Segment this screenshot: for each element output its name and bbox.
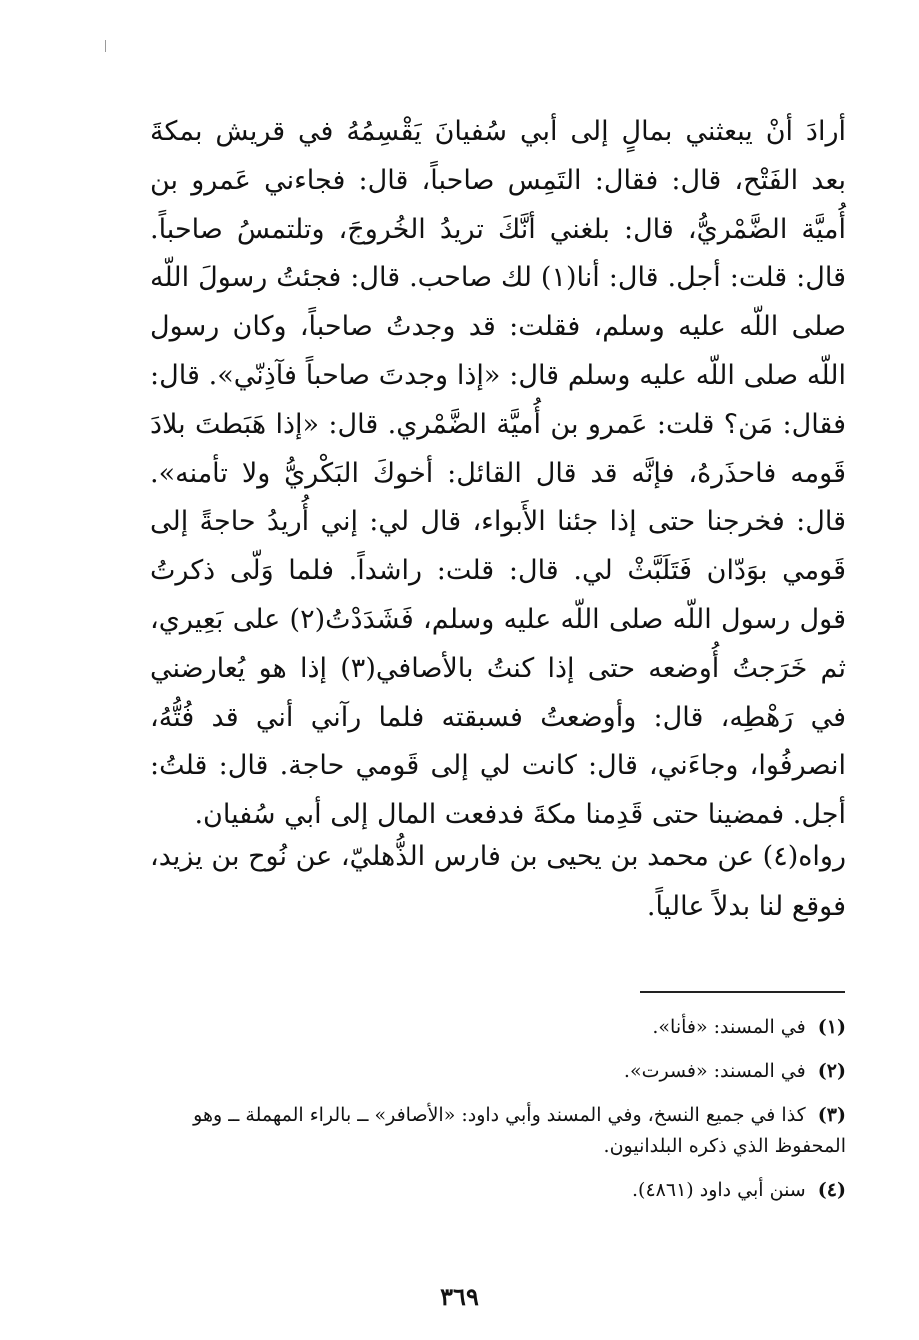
margin-mark bbox=[105, 40, 106, 52]
footnotes-list bbox=[150, 1012, 846, 1219]
narration-paragraph: رواه(٤) عن محمد بن يحيى بن فارس الذُّهليّ، عن نُوح بن يزيد، فوقع لنا بدلاً عالياً. bbox=[150, 841, 846, 922]
footnote-3 bbox=[150, 1100, 846, 1162]
footnote-2 bbox=[150, 1056, 846, 1087]
footnote-text: في المسند: «فسرت». bbox=[623, 1060, 806, 1082]
footnote-number: (٤) bbox=[817, 1179, 846, 1201]
footnote-text: في المسند: «فأنا». bbox=[652, 1016, 806, 1038]
footnote-text: كذا في جميع النسخ، وفي المسند وأبي داود: «الأصافر» ــ بالراء المهملة ــ وهو المحفوظ الذي ذكره البلدانيون. bbox=[193, 1104, 846, 1157]
footnote-1 bbox=[150, 1012, 846, 1043]
footnote-4 bbox=[150, 1175, 846, 1206]
footnote-number: (٢) bbox=[817, 1060, 846, 1082]
footnote-number: (١) bbox=[817, 1016, 846, 1038]
page-number: ٣٦٩ bbox=[440, 1282, 479, 1311]
main-paragraph: أرادَ أنْ يبعثني بمالٍ إلى أبي سُفيانَ يَقْسِمُهُ في قريش بمكةَ بعد الفَتْح، قال: فقال: التَمِس صاحباً، قال: فجاءني عَمرو بن أُميَّة الضَّمْريُّ، قال: بلغني أنَّكَ تريدُ الخُروجَ، وتلتمسُ صاحباً. قال: قلت: أجل. قال: أنا(١) لك صاحب. قال: فجئتُ رسولَ اللّه صلى اللّه عليه وسلم، فقلت: قد وجدتُ صاحباً، وكان رسول اللّه صلى اللّه عليه وسلم قال: «إذا وجدتَ صاحباً فآذِنّي». قال: فقال: مَن؟ قلت: عَمرو بن أُميَّة الضَّمْري. قال: «إذا هَبَطتَ بلادَ قَومه فاحذَرهُ، فإنَّه قد قال القائل: أخوكَ البَكْريُّ ولا تأمنه». قال: فخرجنا حتى إذا جئنا الأَبواء، قال لي: إني أُريدُ حاجةً إلى قَومي بوَدّان فَتَلَبَّثْ لي. قال: قلت: راشداً. فلما وَلّى ذكرتُ قول رسول اللّه صلى اللّه عليه وسلم، فَشَدَدْتُ(٢) على بَعِيري، ثم خَرَجتُ أُوضعه حتى إذا كنتُ بالأصافي(٣) إذا هو يُعارضني في رَهْطِه، قال: وأوضعتُ فسبقته فلما رآني أني قد فُتُّهُ، انصرفُوا، وجاءَني، قال: كانت لي إلى قَومي حاجة. قال: قلتُ: أجل. فمضينا حتى قَدِمنا مكةَ فدفعت المال إلى أبي سُفيان. bbox=[150, 116, 846, 831]
footnote-separator bbox=[640, 991, 845, 993]
footnote-text: سنن أبي داود (٤٨٦١). bbox=[632, 1179, 806, 1201]
footnote-number: (٣) bbox=[817, 1104, 846, 1126]
